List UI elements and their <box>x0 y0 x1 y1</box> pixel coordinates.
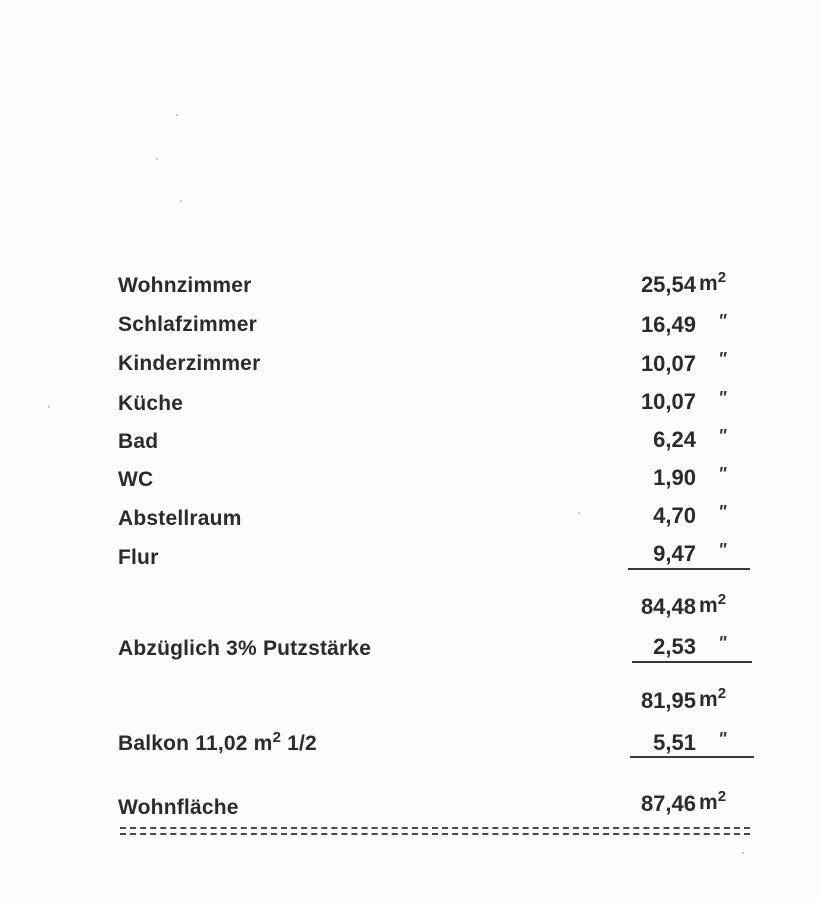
row-label-abstellraum: Abstellraum <box>118 507 242 530</box>
ditto-mark: " <box>718 729 727 749</box>
row-value-kueche: 10,07 <box>640 389 696 414</box>
row-label-wc: WC <box>118 468 154 491</box>
scan-speck <box>180 200 182 202</box>
scan-speck <box>742 852 744 854</box>
scan-speck <box>176 114 178 116</box>
subtotal-unit: $m^2$ <box>699 591 727 617</box>
double-underline <box>120 827 750 835</box>
ditto-mark: " <box>718 311 727 331</box>
row-value-schlafzimmer: 16,49 <box>640 312 696 337</box>
ditto-mark: " <box>718 388 727 408</box>
subtotal-unit: $m^2$ <box>699 685 727 711</box>
row-label-bad: Bad <box>118 430 159 453</box>
total-value: 87,46 <box>640 791 696 816</box>
row-unit-wohnzimmer: $m^2$ <box>699 269 727 295</box>
deduction-value: 2,53 <box>653 634 696 659</box>
row-value-kinderzimmer: 10,07 <box>640 351 696 376</box>
total-unit: $m^2$ <box>699 788 727 814</box>
row-value-abstellraum: 4,70 <box>653 503 696 528</box>
ditto-mark: " <box>718 633 727 653</box>
ditto-mark: " <box>718 426 727 446</box>
row-value-wc: 1,90 <box>653 465 696 490</box>
row-label-schlafzimmer: Schlafzimmer <box>118 313 257 336</box>
row-value-wohnzimmer: 25,54 <box>640 272 696 297</box>
balcony-label: Balkon 11,02 $m^2$ 1/2 <box>118 729 317 755</box>
scan-speck <box>48 406 50 408</box>
scan-speck <box>156 158 158 160</box>
sum-rule <box>630 756 754 758</box>
row-value-flur: 9,47 <box>653 541 696 566</box>
scan-speck <box>578 512 580 514</box>
subtotal-value: 81,95 <box>640 688 696 713</box>
subtotal-value: 84,48 <box>640 594 696 619</box>
total-label: Wohnfläche <box>118 796 239 819</box>
row-label-kueche: Küche <box>118 392 184 415</box>
ditto-mark: " <box>718 502 727 522</box>
ditto-mark: " <box>718 349 727 369</box>
row-label-wohnzimmer: Wohnzimmer <box>118 274 252 297</box>
ditto-mark: " <box>718 540 727 560</box>
sum-rule <box>632 661 752 663</box>
balcony-value: 5,51 <box>653 730 696 755</box>
row-value-bad: 6,24 <box>653 427 696 452</box>
sum-rule <box>628 568 750 570</box>
row-label-flur: Flur <box>118 546 159 569</box>
row-label-kinderzimmer: Kinderzimmer <box>118 352 261 375</box>
ditto-mark: " <box>718 464 727 484</box>
deduction-label: Abzüglich 3% Putzstärke <box>118 637 372 660</box>
